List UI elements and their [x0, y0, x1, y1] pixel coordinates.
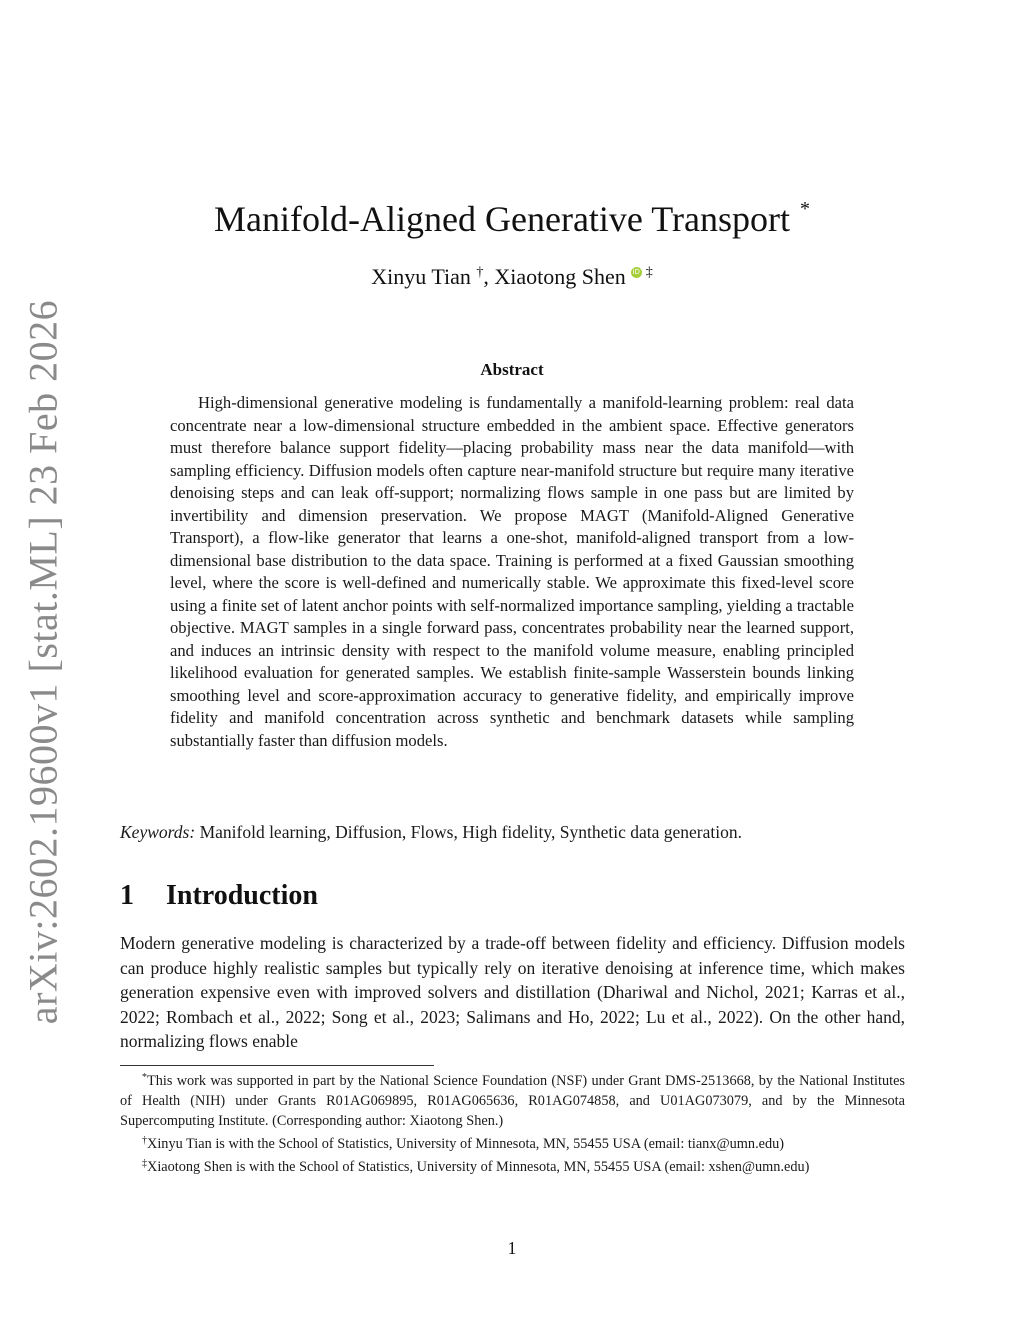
footnote-marker: †: [142, 1135, 147, 1146]
keywords-text: Manifold learning, Diffusion, Flows, High fidelity, Synthetic data generation.: [199, 822, 742, 842]
footnote-author-1: [120, 1131, 905, 1154]
author-name-1: Xinyu Tian: [371, 264, 471, 289]
section-title: Introduction: [166, 880, 318, 911]
paper-title-text: Manifold-Aligned Generative Transport: [214, 199, 790, 239]
author-list: [0, 258, 1024, 292]
footnote-text: This work was supported in part by the National Science Foundation (NSF) under Grant DMS-2513668, by the National Institutes of Health (NIH) under Grants R01AG069895, R01AG065636, R01AG074858, and U01AG073079, and by the Minnesota Supercomputing Institute. (Corresponding author: Xiaotong Shen.): [120, 1073, 905, 1129]
keywords-label: Keywords:: [120, 822, 196, 842]
keywords-line: [120, 820, 905, 844]
section-heading-introduction: [120, 878, 318, 914]
author-separator: ,: [483, 264, 489, 289]
footnote-text: Xinyu Tian is with the School of Statistics, University of Minnesota, MN, 55455 USA (email: tianx@umn.edu): [147, 1136, 785, 1152]
section-number: 1: [120, 880, 134, 911]
author-2-footnote-marker[interactable]: ‡: [645, 265, 653, 280]
footnote-text: Xiaotong Shen is with the School of Statistics, University of Minnesota, MN, 55455 USA (email: xshen@umn.edu): [147, 1159, 810, 1175]
introduction-paragraph: Modern generative modeling is characterized by a trade-off between fidelity and efficiency. Diffusion models can produce highly realistic samples but typically rely on iterative denoising at inference time, which makes generation expensive even with improved solvers and distillation (Dhariwal and Nichol, 2021; Karras et al., 2022; Rombach et al., 2022; Song et al., 2023; Salimans and Ho, 2022; Lu et al., 2022). On the other hand, normalizing flows enable: [120, 933, 905, 1051]
footnote-marker: ‡: [142, 1158, 147, 1169]
author-1-footnote-marker[interactable]: †: [476, 265, 484, 280]
paper-title: [0, 186, 1024, 242]
footnote-author-2: [120, 1154, 905, 1177]
footnote-divider: [120, 1065, 434, 1066]
abstract-text: High-dimensional generative modeling is fundamentally a manifold-learning problem: real data concentrate near a low-dimensional structure embedded in the ambient space. Effective generators must therefore balance support fidelity—placing probability mass near the data manifold—with sampling efficiency. Diffusion models often capture near-manifold structure but require many iterative denoising steps and can leak off-support; normalizing flows sample in one pass but are limited by invertibility and dimension preservation. We propose MAGT (Manifold-Aligned Generative Transport), a flow-like generator that learns a one-shot, manifold-aligned transport from a low-dimensional base distribution to the data space. Training is performed at a fixed Gaussian smoothing level, where the score is well-defined and numerically stable. We approximate this fixed-level score using a finite set of latent anchor points with self-normalized importance sampling, yielding a tractable objective. MAGT samples in a single forward pass, concentrates probability near the learned support, and induces an intrinsic density with respect to the manifold volume measure, enabling principled likelihood evaluation for generated samples. We establish finite-sample Wasserstein bounds linking smoothing level and score-approximation accuracy to generative fidelity, and empirically improve fidelity and manifold concentration across synthetic and benchmark datasets while sampling substantially faster than diffusion models.: [170, 393, 854, 750]
footnote-funding: [120, 1068, 905, 1131]
footnotes: [120, 1068, 905, 1177]
footnote-marker: *: [142, 1072, 147, 1083]
arxiv-identifier-stamp: arXiv:2602.19600v1 [stat.ML] 23 Feb 2026: [20, 299, 66, 1025]
title-footnote-marker[interactable]: *: [799, 198, 810, 220]
orcid-icon[interactable]: iD: [632, 268, 640, 276]
page-number: 1: [507, 1238, 517, 1258]
author-name-2: Xiaotong Shen: [494, 264, 626, 289]
abstract-heading: Abstract: [480, 360, 544, 379]
